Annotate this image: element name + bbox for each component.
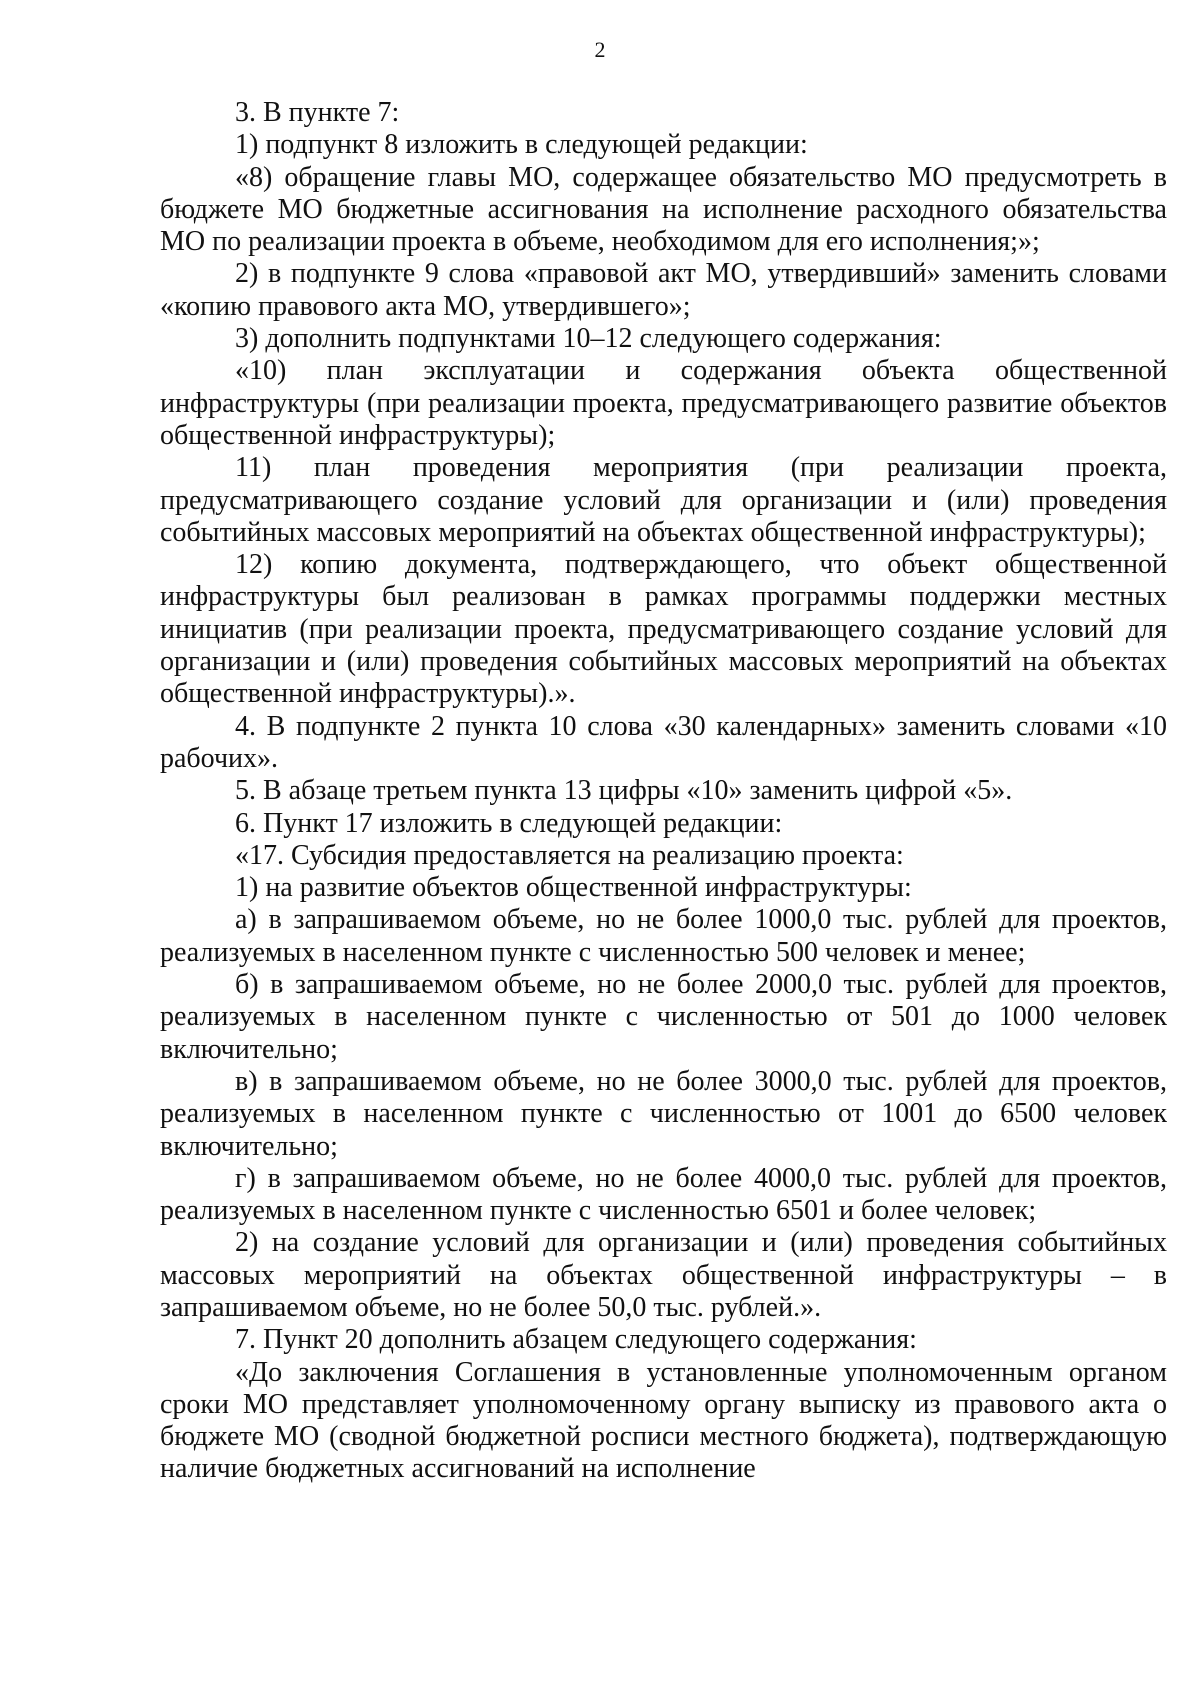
paragraph-7-quote: «До заключения Соглашения в установленные уполномоченным органом сроки МО представляет уполномоченному органу выписку из правового акта о бюджете МО (сводной бюджетной росписи местного бюджета), подтверждающую наличие бюджетных ассигнований на исполнение: [160, 1356, 1167, 1485]
paragraph-6-subitem-a: а) в запрашиваемом объеме, но не более 1000,0 тыс. рублей для проектов, реализуемых в населенном пункте с численностью 500 человек и менее;: [160, 904, 1167, 968]
document-body: [160, 97, 1167, 1486]
paragraph-3-1: 1) подпункт 8 изложить в следующей редакции:: [235, 129, 808, 161]
paragraph-5: 5. В абзаце третьем пункта 13 цифры «10» заменить цифрой «5».: [235, 775, 1013, 807]
page-number: 2: [594, 37, 606, 62]
paragraph-6-item-17: «17. Субсидия предоставляется на реализацию проекта:: [235, 839, 904, 871]
paragraph-6-subitem-b: б) в запрашиваемом объеме, но не более 2000,0 тыс. рублей для проектов, реализуемых в населенном пункте с численностью от 501 до 1000 человек включительно;: [160, 969, 1167, 1065]
paragraph-3-2: 2) в подпункте 9 слова «правовой акт МО, утвердивший» заменить словами «копию правового акта МО, утвердившего»;: [160, 258, 1167, 322]
paragraph-3-3-item-11: 11) план проведения мероприятия (при реализации проекта, предусматривающего создание условий для организации и (или) проведения событийных массовых мероприятий на объектах общественной инфраструктуры);: [160, 452, 1167, 548]
paragraph-6-subitem-1: 1) на развитие объектов общественной инфраструктуры:: [235, 872, 912, 904]
paragraph-3-3-item-10: «10) план эксплуатации и содержания объекта общественной инфраструктуры (при реализации проекта, предусматривающего развитие объектов общественной инфраструктуры);: [160, 355, 1167, 451]
paragraph-4: 4. В подпункте 2 пункта 10 слова «30 календарных» заменить словами «10 рабочих».: [160, 710, 1167, 774]
paragraph-6-subitem-g: г) в запрашиваемом объеме, но не более 4000,0 тыс. рублей для проектов, реализуемых в населенном пункте с численностью 6501 и более человек;: [160, 1162, 1167, 1227]
paragraph-3-3: 3) дополнить подпунктами 10–12 следующего содержания:: [235, 323, 942, 355]
paragraph-3: 3. В пункте 7:: [235, 97, 400, 128]
paragraph-6-subitem-2: 2) на создание условий для организации и (или) проведения событийных массовых мероприятий на объектах общественной инфраструктуры – в запрашиваемом объеме, но не более 50,0 тыс. рублей.».: [160, 1227, 1167, 1323]
paragraph-7: 7. Пункт 20 дополнить абзацем следующего содержания:: [235, 1324, 917, 1356]
paragraph-6-subitem-v: в) в запрашиваемом объеме, но не более 3000,0 тыс. рублей для проектов, реализуемых в населенном пункте с численностью от 1001 до 6500 человек включительно;: [160, 1065, 1167, 1162]
paragraph-3-3-item-12: 12) копию документа, подтверждающего, что объект общественной инфраструктуры был реализован в рамках программы поддержки местных инициатив (при реализации проекта, предусматривающего создание условий для организации и (или) проведения событийных массовых мероприятий на объектах общественной инфраструктуры).».: [160, 549, 1167, 710]
paragraph-3-1-quote: «8) обращение главы МО, содержащее обязательство МО предусмотреть в бюджете МО бюджетные ассигнования на исполнение расходного обязательства МО по реализации проекта в объеме, необходимом для его исполнения;»;: [160, 161, 1167, 258]
paragraph-6: 6. Пункт 17 изложить в следующей редакции:: [235, 807, 783, 839]
